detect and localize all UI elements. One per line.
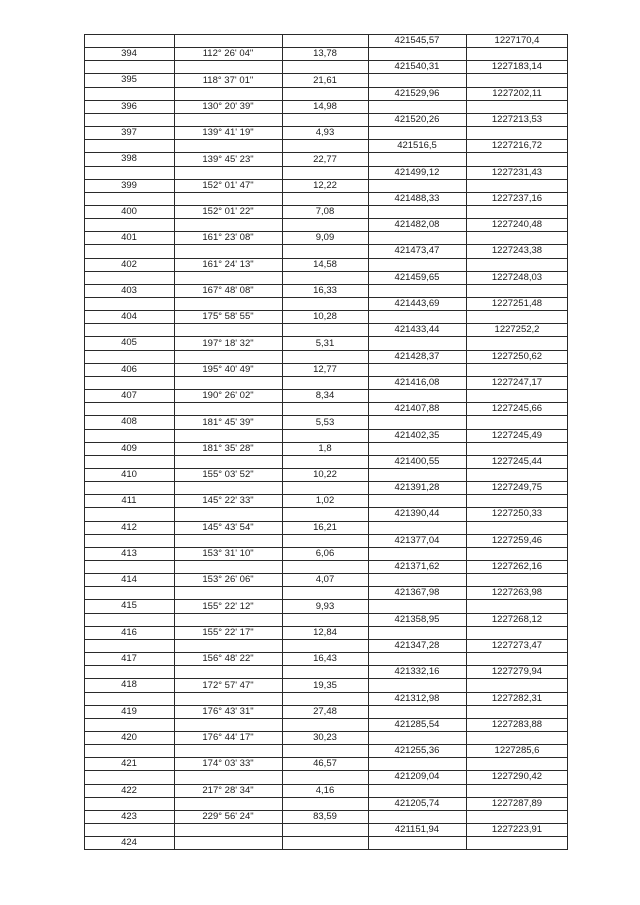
coordinate-y: 1227245,44 (491, 456, 543, 467)
coordinate-y: 1227231,43 (491, 167, 543, 178)
segment-length: 12,77 (313, 364, 337, 375)
segment-length: 27,48 (313, 706, 337, 717)
segment-length: 16,21 (313, 522, 337, 533)
coordinate-y: 1227223,91 (491, 824, 543, 835)
bearing-angle: 174° 03' 33" (202, 758, 254, 769)
coordinate-x: 421377,04 (394, 535, 440, 546)
point-number: 403 (121, 285, 137, 296)
coordinate-y: 1227252,2 (494, 324, 540, 335)
coordinate-y: 1227290,42 (491, 771, 543, 782)
bearing-angle: 118° 37' 01" (202, 75, 254, 86)
segment-length: 83,59 (313, 811, 337, 822)
segment-length: 16,33 (313, 285, 337, 296)
coordinate-x: 421459,65 (394, 272, 440, 283)
point-number: 401 (121, 232, 137, 243)
segment-length: 10,22 (313, 469, 337, 480)
point-number: 399 (121, 180, 137, 191)
coordinate-x: 421358,95 (394, 614, 440, 625)
coordinate-y: 1227283,88 (491, 719, 543, 730)
point-number: 410 (121, 469, 137, 480)
point-number: 415 (121, 600, 137, 611)
bearing-angle: 155° 22' 12" (202, 601, 254, 612)
bearing-angle: 195° 40' 49" (202, 364, 254, 375)
segment-length: 9,09 (315, 232, 335, 243)
point-number: 420 (121, 732, 137, 743)
coordinate-y: 1227250,62 (491, 351, 543, 362)
coordinate-y: 1227287,89 (491, 798, 543, 809)
bearing-angle: 181° 45' 39" (202, 417, 254, 428)
coordinate-x: 421520,26 (394, 114, 440, 125)
coordinate-x: 421402,35 (394, 430, 440, 441)
segment-length: 4,93 (315, 127, 335, 138)
bearing-angle: 172° 57' 47" (202, 680, 254, 691)
coordinate-x: 421428,37 (394, 351, 440, 362)
bearing-angle: 153° 31' 10" (202, 548, 254, 559)
point-number: 396 (121, 101, 137, 112)
segment-length: 14,98 (313, 101, 337, 112)
coordinate-x: 421285,54 (394, 719, 440, 730)
coordinate-x: 421545,57 (394, 35, 440, 46)
coordinate-y: 1227282,31 (491, 693, 543, 704)
segment-length: 5,53 (315, 417, 335, 428)
point-number: 421 (121, 758, 137, 769)
point-number: 400 (121, 206, 137, 217)
bearing-angle: 181° 35' 28" (202, 443, 254, 454)
segment-length: 46,57 (313, 758, 337, 769)
segment-length: 21,61 (313, 75, 337, 86)
coordinate-x: 421540,31 (394, 61, 440, 72)
coordinate-y: 1227248,03 (491, 272, 543, 283)
segment-length: 1,8 (318, 443, 332, 454)
coordinate-y: 1227279,94 (491, 666, 543, 677)
bearing-angle: 139° 41' 19" (202, 127, 254, 138)
bearing-angle: 112° 26' 04" (202, 48, 254, 59)
bearing-angle: 217° 28' 34" (202, 785, 254, 796)
coordinate-x: 421390,44 (394, 508, 440, 519)
coordinate-y: 1227247,17 (491, 377, 543, 388)
coordinate-y: 1227245,66 (491, 403, 543, 414)
point-number: 414 (121, 574, 137, 585)
coordinate-y: 1227237,16 (491, 193, 543, 204)
segment-length: 1,02 (315, 495, 335, 506)
coordinate-x: 421205,74 (394, 798, 440, 809)
coordinate-x: 421332,16 (394, 666, 440, 677)
coordinate-y: 1227183,14 (491, 61, 543, 72)
coordinate-x: 421416,08 (394, 377, 440, 388)
point-number: 413 (121, 548, 137, 559)
segment-length: 14,58 (313, 259, 337, 270)
point-number: 404 (121, 311, 137, 322)
segment-length: 16,43 (313, 653, 337, 664)
coordinate-x: 421209,04 (394, 771, 440, 782)
coordinate-x: 421482,08 (394, 219, 440, 230)
coordinate-x: 421516,5 (397, 140, 437, 151)
point-number: 417 (121, 653, 137, 664)
bearing-angle: 155° 22' 17" (202, 627, 254, 638)
point-number: 423 (121, 811, 137, 822)
bearing-angle: 176° 44' 17" (202, 732, 254, 743)
coordinate-x: 421433,44 (394, 324, 440, 335)
coordinate-x: 421312,98 (394, 693, 440, 704)
coordinate-x: 421488,33 (394, 193, 440, 204)
bearing-angle: 152° 01' 47" (202, 180, 254, 191)
bearing-angle: 139° 45' 23" (202, 154, 254, 165)
coordinate-x: 421499,12 (394, 167, 440, 178)
coordinate-x: 421529,96 (394, 88, 440, 99)
segment-length: 9,93 (315, 601, 335, 612)
segment-length: 4,07 (315, 574, 335, 585)
coordinate-x: 421407,88 (394, 403, 440, 414)
coordinates-table (84, 34, 568, 850)
coordinate-x: 421443,69 (394, 298, 440, 309)
coordinate-y: 1227213,53 (491, 114, 543, 125)
segment-length: 22,77 (313, 154, 337, 165)
bearing-angle: 197° 18' 32" (202, 338, 254, 349)
coordinate-y: 1227245,49 (491, 430, 543, 441)
point-number: 395 (121, 74, 137, 85)
coordinate-x: 421151,94 (394, 824, 440, 835)
coordinate-x: 421255,36 (394, 745, 440, 756)
segment-length: 12,84 (313, 627, 337, 638)
coordinate-y: 1227249,75 (491, 482, 543, 493)
coordinate-y: 1227273,47 (491, 640, 543, 651)
coordinate-y: 1227250,33 (491, 508, 543, 519)
segment-length: 4,16 (315, 785, 335, 796)
segment-length: 12,22 (313, 180, 337, 191)
coordinate-y: 1227240,48 (491, 219, 543, 230)
bearing-angle: 153° 26' 06" (202, 574, 254, 585)
point-number: 407 (121, 390, 137, 401)
coordinate-y: 1227262,16 (491, 561, 543, 572)
bearing-angle: 176° 43' 31" (202, 706, 254, 717)
coordinate-y: 1227268,12 (491, 614, 543, 625)
point-number: 409 (121, 443, 137, 454)
point-number: 394 (121, 48, 137, 59)
point-number: 397 (121, 127, 137, 138)
coordinate-y: 1227263,98 (491, 587, 543, 598)
table-row-line (84, 849, 568, 850)
point-number: 402 (121, 259, 137, 270)
point-number: 424 (121, 837, 137, 848)
bearing-angle: 155° 03' 52" (202, 469, 254, 480)
segment-length: 10,28 (313, 311, 337, 322)
bearing-angle: 156° 48' 22" (202, 653, 254, 664)
coordinate-y: 1227259,46 (491, 535, 543, 546)
coordinate-x: 421400,55 (394, 456, 440, 467)
bearing-angle: 145° 43' 54" (202, 522, 254, 533)
segment-length: 13,78 (313, 48, 337, 59)
bearing-angle: 152° 01' 22" (202, 206, 254, 217)
point-number: 408 (121, 416, 137, 427)
coordinate-x: 421367,98 (394, 587, 440, 598)
bearing-angle: 175° 58' 55" (202, 311, 254, 322)
point-number: 416 (121, 627, 137, 638)
bearing-angle: 145° 22' 33" (202, 495, 254, 506)
point-number: 411 (121, 495, 137, 506)
segment-length: 19,35 (313, 680, 337, 691)
coordinate-x: 421371,62 (394, 561, 440, 572)
point-number: 419 (121, 706, 137, 717)
coordinate-x: 421391,28 (394, 482, 440, 493)
bearing-angle: 161° 24' 13" (202, 259, 254, 270)
point-number: 406 (121, 364, 137, 375)
segment-length: 8,34 (315, 390, 335, 401)
coordinate-x: 421473,47 (394, 245, 440, 256)
segment-length: 30,23 (313, 732, 337, 743)
coordinate-y: 1227216,72 (491, 140, 543, 151)
coordinate-y: 1227202,11 (492, 88, 542, 99)
bearing-angle: 130° 20' 39" (202, 101, 254, 112)
bearing-angle: 161° 23' 08" (202, 232, 254, 243)
point-number: 405 (121, 337, 137, 348)
coordinate-y: 1227170,4 (494, 35, 540, 46)
bearing-angle: 167° 48' 08" (202, 285, 254, 296)
point-number: 422 (121, 785, 137, 796)
segment-length: 5,31 (315, 338, 335, 349)
bearing-angle: 190° 26' 02" (202, 390, 254, 401)
coordinate-y: 1227243,38 (491, 245, 543, 256)
segment-length: 6,06 (315, 548, 335, 559)
bearing-angle: 229° 56' 24" (202, 811, 254, 822)
point-number: 412 (121, 522, 137, 533)
coordinate-y: 1227251,48 (491, 298, 543, 309)
coordinate-x: 421347,28 (394, 640, 440, 651)
point-number: 398 (121, 153, 137, 164)
segment-length: 7,08 (315, 206, 335, 217)
point-number: 418 (121, 679, 137, 690)
coordinate-y: 1227285,6 (494, 745, 540, 756)
